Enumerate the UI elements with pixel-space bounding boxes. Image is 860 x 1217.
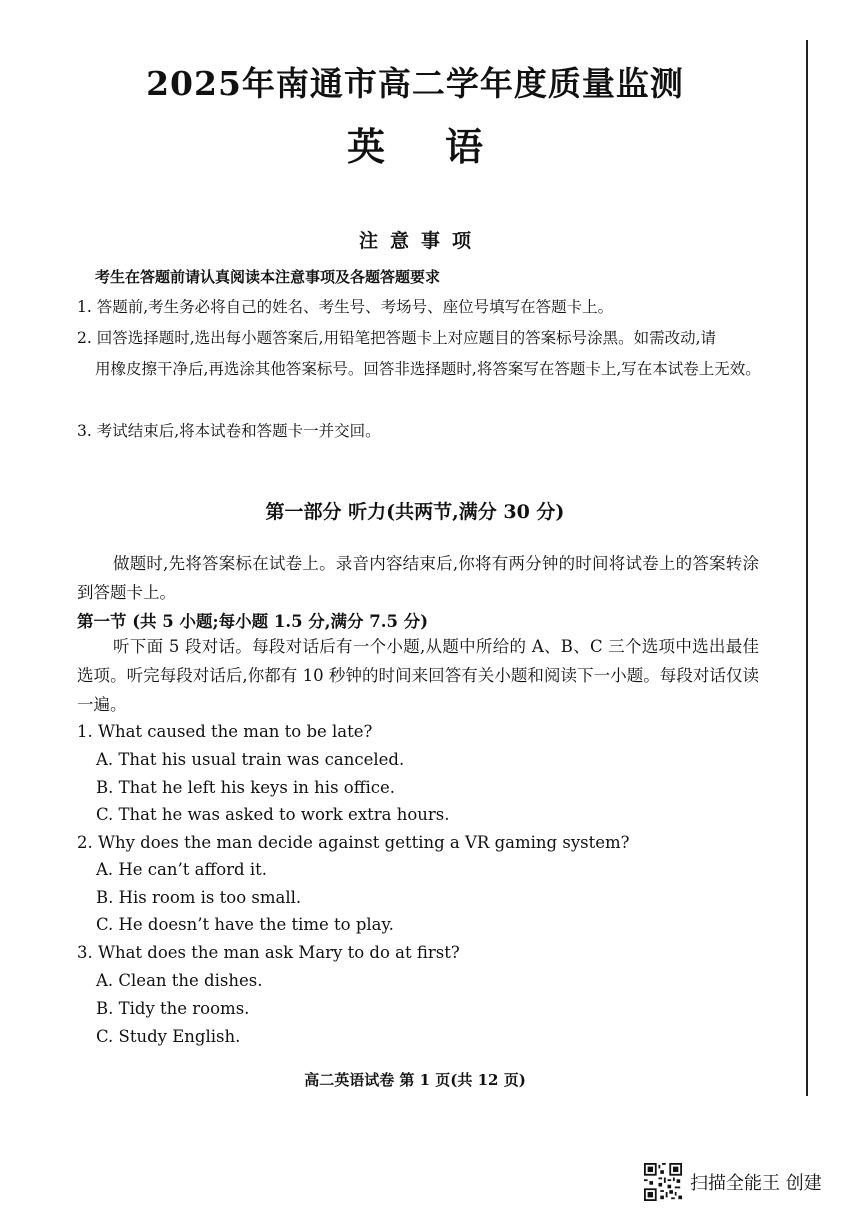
notice-item-2-continued: 用橡皮擦干净后,再选涂其他答案标号。回答非选择题时,将答案写在答题卡上,写在本试卷上无效。 [95, 360, 761, 378]
qr-code-icon [644, 1163, 682, 1201]
margin-rule [806, 40, 808, 1096]
exam-subject: 英语 [346, 124, 543, 169]
scanner-watermark [644, 1163, 822, 1201]
page-footer: 高二英语试卷 第 1 页(共 12 页) [304, 1071, 526, 1089]
question-3-option-c: C. Study English. [96, 1027, 241, 1046]
notice-item-2: 2. 回答选择题时,选出每小题答案后,用铅笔把答题卡上对应题目的答案标号涂黑。如需改动,请 用橡皮擦干净后,再选涂其他答案标号。回答非选择题时,将答案写在答题卡上,写在本试卷上无效。 [77, 323, 767, 385]
question-1-option-b: B. That he left his keys in his office. [96, 778, 395, 797]
question-2-option-a: A. He can’t afford it. [96, 860, 267, 879]
question-1-option-a: A. That his usual train was canceled. [96, 750, 405, 769]
question-1: 1. What caused the man to be late? [77, 722, 373, 741]
watermark-text: 扫描全能王 创建 [690, 1173, 822, 1194]
notice-heading: 注意事项 [358, 230, 483, 252]
part1-instruction: 做题时,先将答案标在试卷上。录音内容结束后,你将有两分钟的时间将试卷上的答案转涂到答题卡上。 [77, 554, 759, 602]
question-3-option-a: A. Clean the dishes. [96, 971, 263, 990]
question-3: 3. What does the man ask Mary to do at first? [77, 943, 460, 962]
notice-item-3: 3. 考试结束后,将本试卷和答题卡一并交回。 [77, 422, 381, 440]
question-3-option-b: B. Tidy the rooms. [96, 999, 250, 1018]
notice-intro: 考生在答题前请认真阅读本注意事项及各题答题要求 [95, 268, 441, 286]
question-2-option-c: C. He doesn’t have the time to play. [96, 915, 394, 934]
section1-heading: 第一节 (共 5 小题;每小题 1.5 分,满分 7.5 分) [77, 612, 429, 631]
section1-instruction: 听下面 5 段对话。每段对话后有一个小题,从题中所给的 A、B、C 三个选项中选出最佳选项。听完每段对话后,你都有 10 秒钟的时间来回答有关小题和阅读下一小题。每段对话仅读一遍。 [77, 637, 759, 714]
exam-title: 2025年南通市高二学年度质量监测 [146, 64, 684, 103]
question-2: 2. Why does the man decide against getting a VR gaming system? [77, 833, 630, 852]
question-2-option-b: B. His room is too small. [96, 888, 302, 907]
notice-item-1: 1. 答题前,考生务必将自己的姓名、考生号、考场号、座位号填写在答题卡上。 [77, 298, 614, 316]
question-1-option-c: C. That he was asked to work extra hours. [96, 805, 450, 824]
part1-heading: 第一部分 听力(共两节,满分 30 分) [265, 501, 565, 523]
